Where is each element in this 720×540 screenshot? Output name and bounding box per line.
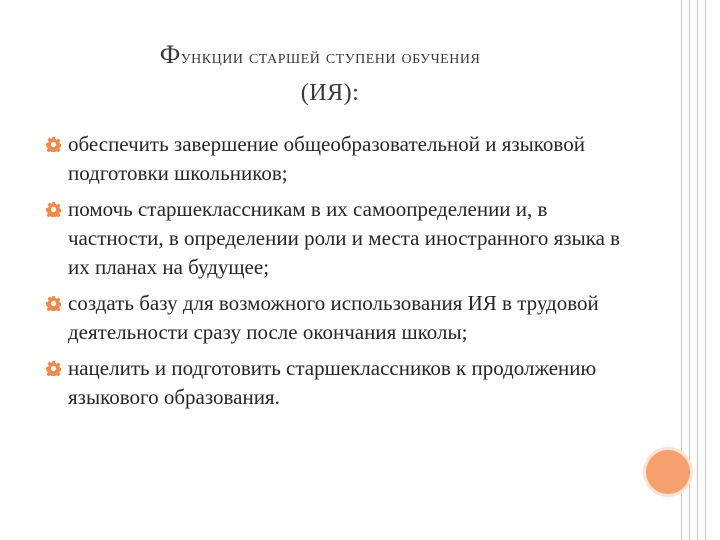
gear-icon <box>46 361 61 376</box>
list-item <box>46 130 636 188</box>
title-text: ункции старшей ступени обучения <box>180 46 481 68</box>
frame-line-4 <box>705 0 706 540</box>
list-item-text: помочь старшеклассникам в их самоопределении и, в частности, в определении роли и места иностранного языка в их планах на будущее; <box>68 197 621 279</box>
gear-icon <box>46 296 61 311</box>
slide-title <box>0 40 640 70</box>
slide-title-abbrev: (ИЯ): <box>300 80 360 106</box>
bullet-list <box>46 130 636 419</box>
decorative-circle <box>643 447 693 497</box>
list-item-text: обеспечить завершение общеобразовательной и языковой подготовки школьников; <box>68 132 585 185</box>
list-item-text: нацелить и подготовить старшеклассников к продолжению языкового образования. <box>68 356 597 409</box>
list-item <box>46 195 636 282</box>
title-first-letter: Ф <box>159 40 181 69</box>
frame-line-3 <box>697 0 698 540</box>
gear-icon <box>46 202 61 217</box>
gear-icon <box>46 137 61 152</box>
list-item-text: создать базу для возможного использования ИЯ в трудовой деятельности сразу после окончания школы; <box>68 291 599 344</box>
list-item <box>46 354 636 412</box>
list-item <box>46 289 636 347</box>
